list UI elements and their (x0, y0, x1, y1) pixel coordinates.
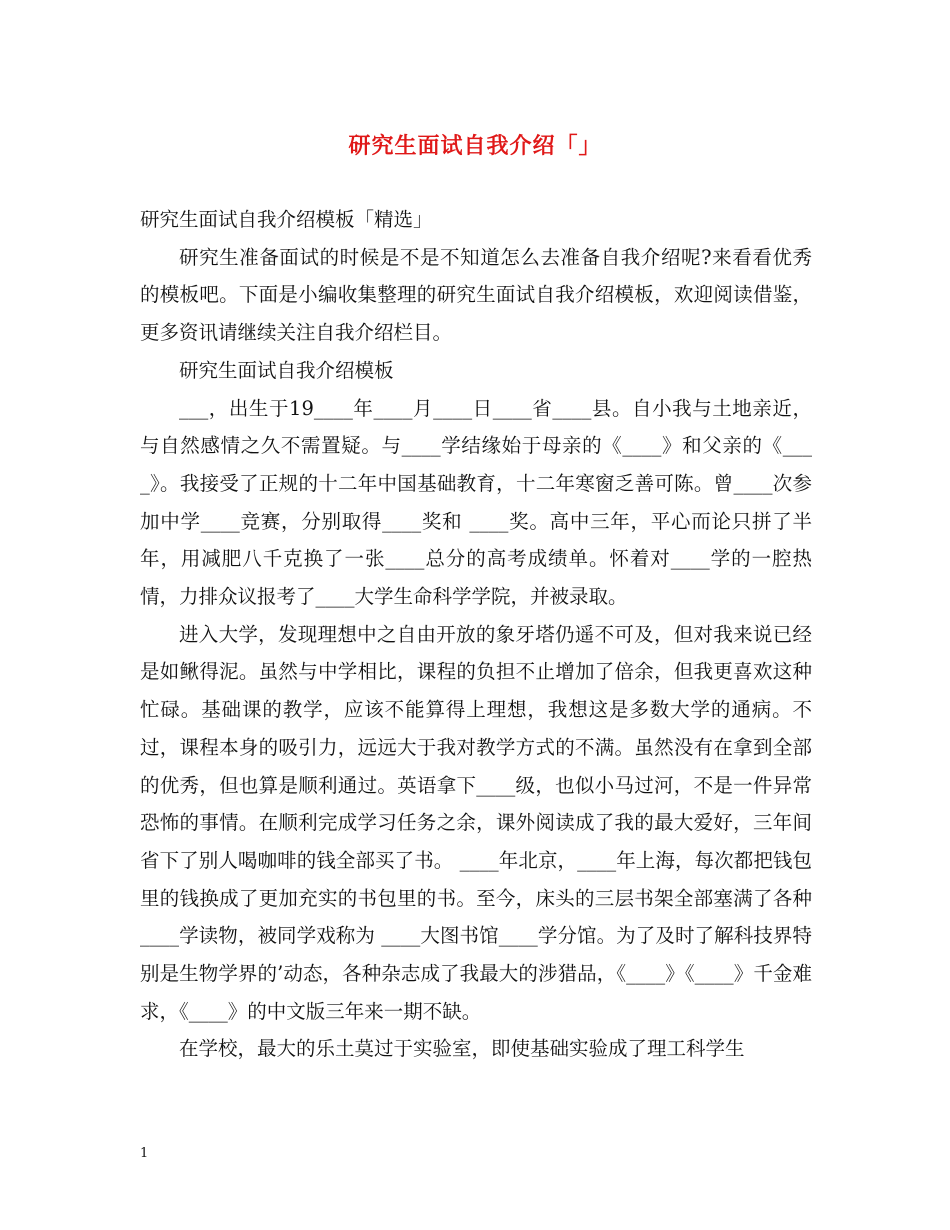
intro-paragraph: 研究生准备面试的时候是不是不知道怎么去准备自我介绍呢?来看看优秀的模板吧。下面是小编收集整理的研究生面试自我介绍模板，欢迎阅读借鉴，更多资讯请继续关注自我介绍栏目。 (140, 245, 812, 345)
document-body (140, 201, 812, 1068)
section-heading: 研究生面试自我介绍模板 (179, 358, 394, 382)
subtitle-paragraph: 研究生面试自我介绍模板「精选」 (140, 208, 433, 231)
document-title: 研究生面试自我介绍「」 (348, 133, 602, 159)
body-paragraph: ___，出生于19____年____月____日____省____县。自小我与土地亲近，与自然感情之久不需置疑。与____学结缘始于母亲的《____》和父亲的《____》。我接受了正规的十二年中国基础教育，十二年寒窗乏善可陈。曾____次参加中学____竞赛，分别取得____奖和 ____奖。高中三年，平心而论只拼了半年，用减肥八千克换了一张____总分的高考成绩单。怀着对____学的一腔热情，力排众议报考了____大学生命科学学院，并被录取。 (140, 396, 812, 609)
page-number: 1 (140, 1146, 149, 1161)
body-paragraph: 在学校，最大的乐土莫过于实验室，即使基础实验成了理工科学生 (179, 1037, 745, 1061)
body-paragraph: 进入大学，发现理想中之自由开放的象牙塔仍遥不可及，但对我来说已经是如鳅得泥。虽然与中学相比，课程的负担不止增加了倍余，但我更喜欢这种忙碌。基础课的教学，应该不能算得上理想，我想这是多数大学的通病。不过，课程本身的吸引力，远远大于我对教学方式的不满。虽然没有在拿到全部的优秀，但也算是顺利通过。英语拿下____级，也似小马过河，不是一件异常恐怖的事情。在顺利完成学习任务之余，课外阅读成了我的最大爱好，三年间省下了别人喝咖啡的钱全部买了书。 ____年北京，____年上海，每次都把钱包里的钱换成了更加充实的书包里的书。至今，床头的三层书架全部塞满了各种____学读物，被同学戏称为 ____大图书馆____学分馆。为了及时了解科技界特别是生物学界的’动态，各种杂志成了我最大的涉猎品，《____》《____》千金难求，《____》的中文版三年来一期不缺。 (140, 622, 812, 1023)
